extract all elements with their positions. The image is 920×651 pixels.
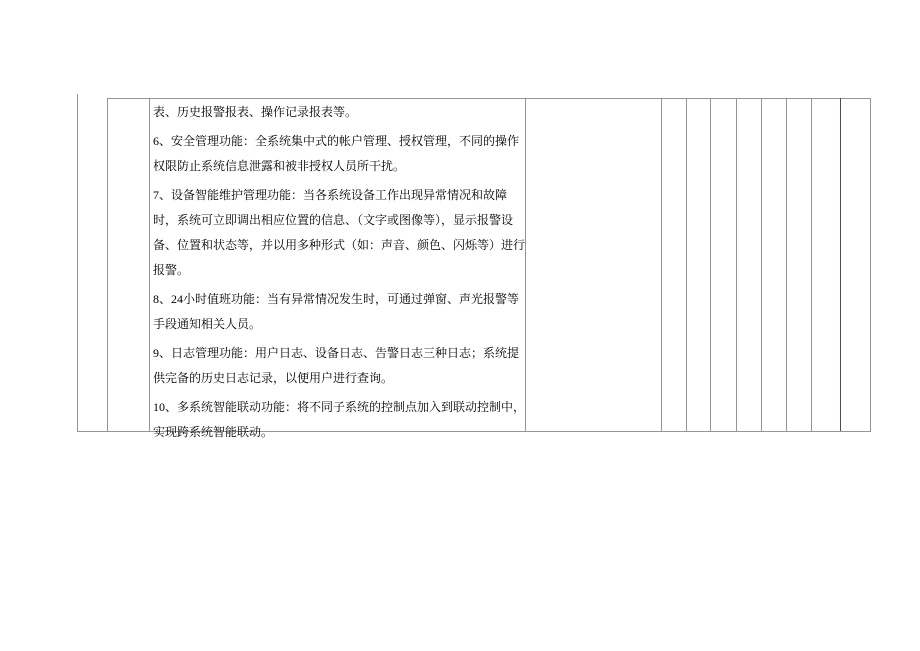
empty-cell-6 bbox=[786, 98, 811, 431]
spec-paragraph bbox=[153, 395, 525, 445]
spec-text-line: 手段通知相关人员。 bbox=[153, 317, 262, 331]
spec-text-line: 7、设备智能维护管理功能：当各系统设备工作出现异常情况和故障 bbox=[153, 188, 508, 202]
empty-cell-7 bbox=[811, 98, 840, 431]
spec-text-line: 供完备的历史日志记录，以便用户进行查询。 bbox=[153, 371, 394, 385]
spec-text-line: 9、日志管理功能：用户日志、设备日志、告警日志三种日志；系统提 bbox=[153, 346, 520, 360]
spec-text-line: 6、安全管理功能：全系统集中式的帐户管理、授权管理，不同的操作 bbox=[153, 134, 520, 148]
empty-cell-2 bbox=[686, 98, 710, 431]
spec-paragraph bbox=[153, 183, 525, 283]
spec-text-line: 8、24小时值班功能：当有异常情况发生时，可通过弹窗、声光报警等 bbox=[153, 292, 520, 306]
spec-text-line: 实现跨系统智能联动。 bbox=[153, 425, 274, 439]
spec-text-line: 权限防止系统信息泄露和被非授权人员所干扰。 bbox=[153, 159, 406, 173]
spec-text-line: 报警。 bbox=[153, 263, 190, 277]
spec-paragraph bbox=[153, 100, 525, 125]
category-cell-empty bbox=[107, 98, 149, 431]
row-number-cell-empty bbox=[77, 98, 107, 431]
spec-text-line: 10、多系统智能联动功能：将不同子系统的控制点加入到联动控制中， bbox=[153, 400, 526, 414]
empty-cell-4 bbox=[736, 98, 761, 431]
spec-table bbox=[77, 98, 871, 439]
spec-text-cell bbox=[149, 98, 526, 439]
spec-paragraph bbox=[153, 129, 525, 179]
spec-text-line: 表、历史报警报表、操作记录报表等。 bbox=[153, 105, 358, 119]
empty-cell-1 bbox=[661, 98, 686, 431]
spec-paragraph bbox=[153, 287, 525, 337]
empty-cell-wide bbox=[525, 98, 661, 431]
empty-cell-3 bbox=[710, 98, 736, 431]
spec-paragraph bbox=[153, 341, 525, 391]
spec-text-line: 备、位置和状态等，并以用多种形式（如：声音、颜色、闪烁等）进行 bbox=[153, 238, 526, 252]
empty-cell-8 bbox=[840, 98, 871, 431]
empty-cell-5 bbox=[761, 98, 786, 431]
spec-text-line: 时，系统可立即调出相应位置的信息、（文字或图像等），显示报警设 bbox=[153, 213, 514, 227]
